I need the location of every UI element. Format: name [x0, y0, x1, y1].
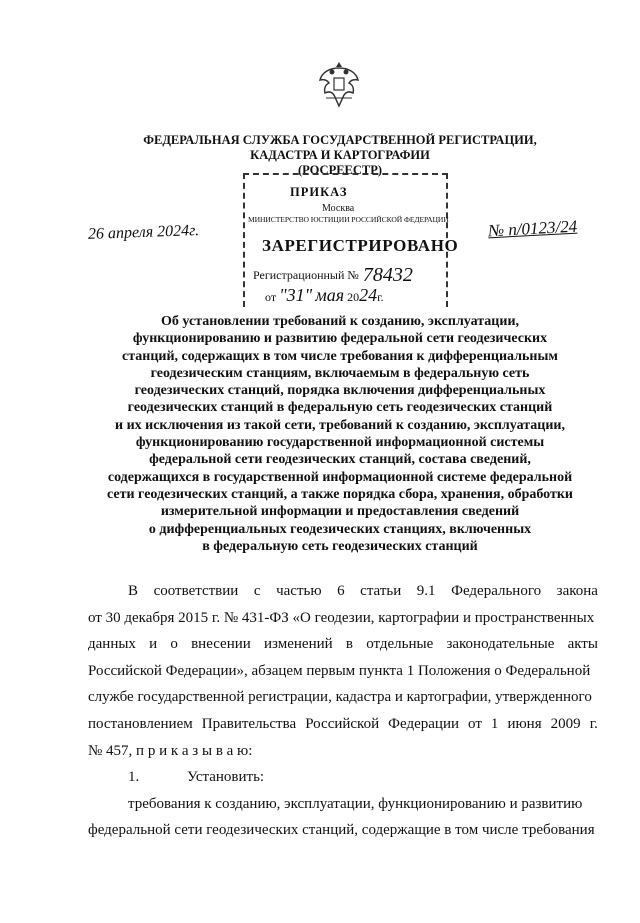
stamp-date-suffix: г.	[377, 290, 384, 304]
body-line: № 457, п р и к а з ы в а ю:	[88, 742, 253, 759]
title-line: геодезическим станциям, включаемым в федеральную сеть	[150, 365, 530, 381]
word: данных	[88, 636, 136, 653]
city: Москва	[322, 203, 355, 214]
org-line: (РОСРЕЕСТР)	[297, 163, 383, 177]
handwritten-date: 26 апреля 2024г.	[87, 222, 200, 243]
word: Федерального	[451, 583, 542, 599]
title-line: функционированию и развитию федеральной сети геодезических	[132, 331, 548, 347]
stamp-date-row	[265, 285, 384, 306]
body-line: требования к созданию, эксплуатации, функционированию и развитию	[128, 795, 583, 812]
word: июня	[507, 715, 542, 732]
body-line-justified	[88, 711, 598, 738]
word: 1	[490, 715, 499, 732]
title-line: федеральной сети геодезических станций, состава сведений,	[149, 452, 531, 468]
word: Федерации	[388, 715, 459, 732]
word: акты	[567, 636, 598, 653]
word: изменений	[264, 636, 333, 653]
body-line: от 30 декабря 2015 г. № 431-ФЗ «О геодезии, картографии и пространственных	[88, 609, 595, 626]
stamp-date-day: "31"	[279, 285, 313, 305]
title-line: в федеральную сеть геодезических станций	[202, 538, 478, 554]
title-line: и их исключения из такой сети, требований к созданию, эксплуатации,	[115, 417, 565, 433]
title-line: геодезических станций, порядка включения дифференциальных	[134, 383, 546, 399]
word: от	[468, 715, 482, 732]
word: в	[345, 636, 353, 653]
stamp-ministry: МИНИСТЕРСТВО ЮСТИЦИИ РОССИЙСКОЙ ФЕДЕРАЦИИ	[248, 215, 449, 224]
word: 9.1	[416, 583, 436, 599]
word: закона	[556, 583, 598, 599]
stamp-registered: ЗАРЕГИСТРИРОВАНО	[262, 236, 459, 255]
title-line: геодезических станций в федеральную сеть геодезических станций	[127, 400, 553, 416]
title-line: измерительной информации и предоставления сведений	[160, 504, 520, 520]
document-title	[60, 313, 620, 555]
body-line: службе государственной регистрации, кадастра и картографии, утвержденного	[88, 689, 592, 706]
stamp-date-month: мая	[315, 285, 345, 305]
title-line: сети геодезических станций, а также порядка сбора, хранения, обработки	[106, 486, 573, 502]
title-line: станций, содержащих в том числе требования к дифференциальным	[122, 348, 558, 364]
stamp-date-year-prefix: 20	[347, 290, 360, 304]
handwritten-number: № п/0123/24	[487, 216, 578, 241]
word: частью	[276, 583, 322, 599]
body-line: Российской Федерации», абзацем первым пункта 1 Положения о Федеральной	[88, 662, 591, 679]
doc-type: ПРИКАЗ	[290, 185, 348, 199]
title-line: о дифференциальных геодезических станциях, включенных	[148, 521, 532, 537]
word: законодательные	[446, 636, 555, 653]
stamp-reg-number-row	[253, 262, 413, 285]
word: о	[170, 636, 178, 653]
stamp-reg-number: 78432	[362, 264, 413, 286]
word: статьи	[360, 583, 402, 599]
list-item	[88, 764, 598, 791]
body-line-justified	[88, 631, 598, 658]
russian-coat-of-arms-icon	[316, 58, 362, 110]
word: отдельные	[366, 636, 434, 653]
organization-name	[100, 133, 580, 178]
word: г.	[589, 715, 598, 732]
title-line: содержащихся в государственной информационной системе федеральной	[107, 469, 573, 485]
org-line: КАДАСТРА И КАРТОГРАФИИ	[250, 148, 430, 162]
word: 6	[337, 583, 345, 599]
title-line: функционированию государственной информационной системы	[135, 435, 545, 451]
word: В	[128, 583, 139, 599]
stamp-date-prefix: от	[265, 290, 277, 304]
item-text: Установить:	[187, 769, 265, 786]
word: Правительства	[201, 715, 297, 732]
word: внесении	[191, 636, 251, 653]
title-line: Об установлении требований к созданию, эксплуатации,	[160, 314, 520, 329]
stamp-date-year: 24	[359, 285, 378, 305]
document-body	[88, 578, 598, 844]
word: соответствии	[153, 583, 239, 599]
item-number: 1.	[128, 769, 140, 786]
word: и	[149, 636, 158, 653]
body-line: федеральной сети геодезических станций, содержащие в том числе требования	[88, 822, 595, 839]
word: 2009	[550, 715, 581, 732]
body-line-justified	[88, 578, 598, 605]
word: с	[253, 583, 261, 599]
org-line: ФЕДЕРАЛЬНАЯ СЛУЖБА ГОСУДАРСТВЕННОЙ РЕГИСТРАЦИИ,	[143, 133, 537, 147]
stamp-reg-label: Регистрационный №	[253, 268, 359, 282]
word: Российской	[305, 715, 380, 732]
word: постановлением	[88, 715, 193, 732]
